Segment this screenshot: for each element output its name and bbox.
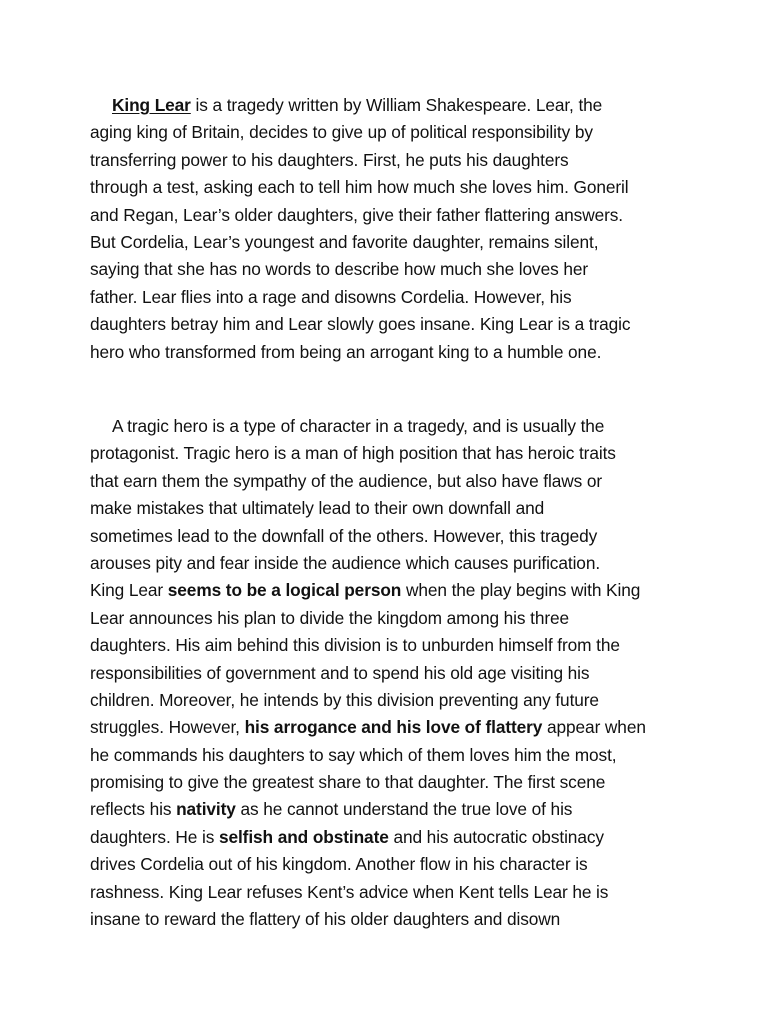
text-run: But Cordelia, Lear’s youngest and favorite daughter, remains silent, [90, 231, 599, 252]
text-run: rashness. King Lear refuses Kent’s advice when Kent tells Lear he is [90, 881, 609, 902]
text-line [90, 714, 680, 741]
text-line [90, 632, 680, 659]
bold-phrase: seems to be a logical person [167, 580, 402, 601]
bold-phrase: nativity [176, 799, 236, 820]
text-run: children. Moreover, he intends by this division preventing any future [90, 689, 599, 710]
text-run: reflects his [90, 799, 177, 820]
text-run: that earn them the sympathy of the audience, but also have flaws or [90, 470, 603, 491]
paragraph-tragic-hero [90, 413, 680, 933]
text-line [90, 256, 680, 283]
text-line [90, 687, 680, 714]
text-line [90, 550, 680, 577]
bold-phrase: selfish and obstinate [218, 826, 389, 847]
text-run: he commands his daughters to say which of them loves him the most, [90, 744, 617, 765]
text-line [90, 440, 680, 467]
text-line [90, 796, 680, 823]
text-run: make mistakes that ultimately lead to their own downfall and [90, 498, 545, 519]
text-line [90, 660, 680, 687]
text-line [90, 413, 680, 440]
text-run: arouses pity and fear inside the audience which causes purification. [90, 552, 601, 573]
text-run: aging king of Britain, decides to give up of political responsibility by [90, 122, 593, 143]
text-line [90, 495, 680, 522]
text-run: daughters. He is [90, 826, 219, 847]
text-run: A tragic hero is a type of character in a tragedy, and is usually the [112, 416, 605, 436]
text-line [90, 284, 680, 311]
text-line [90, 851, 680, 878]
text-run: sometimes lead to the downfall of the others. However, this tragedy [90, 525, 598, 546]
text-run: father. Lear flies into a rage and disowns Cordelia. However, his [90, 286, 572, 307]
text-line [90, 311, 680, 338]
text-run: saying that she has no words to describe how much she loves her [90, 259, 589, 280]
text-run: promising to give the greatest share to that daughter. The first scene [90, 772, 606, 793]
text-line [90, 605, 680, 632]
text-line [90, 92, 680, 119]
bold-phrase: his arrogance and his love of flattery [244, 717, 543, 738]
text-run: when the play begins with King [401, 580, 641, 601]
text-run: transferring power to his daughters. First, he puts his daughters [90, 149, 569, 170]
text-line [90, 879, 680, 906]
text-line [90, 769, 680, 796]
text-line [90, 523, 680, 550]
text-line [90, 339, 680, 366]
text-line [90, 824, 680, 851]
text-run: and his autocratic obstinacy [388, 826, 604, 847]
text-line [90, 174, 680, 201]
text-run: daughters. His aim behind this division is to unburden himself from the [90, 635, 620, 656]
paragraph-intro [90, 92, 680, 366]
text-run: responsibilities of government and to spend his old age visiting his [90, 662, 590, 683]
text-run: King Lear [90, 580, 168, 601]
text-run: through a test, asking each to tell him how much she loves him. Goneril [90, 177, 629, 198]
text-line [90, 742, 680, 769]
text-run: struggles. However, [90, 717, 245, 738]
text-run: hero who transformed from being an arrogant king to a humble one. [90, 341, 602, 362]
text-run: and Regan, Lear’s older daughters, give their father flattering answers. [90, 204, 624, 225]
text-run: Lear announces his plan to divide the kingdom among his three [90, 607, 570, 628]
text-line [90, 577, 680, 604]
text-line [90, 468, 680, 495]
text-run: insane to reward the flattery of his older daughters and disown [90, 909, 561, 930]
text-run: daughters betray him and Lear slowly goes insane. King Lear is a tragic [90, 314, 631, 335]
text-run: appear when [542, 717, 646, 738]
text-run: as he cannot understand the true love of his [235, 799, 573, 820]
text-line [90, 147, 680, 174]
text-line [90, 202, 680, 229]
text-line [90, 119, 680, 146]
text-run: protagonist. Tragic hero is a man of high position that has heroic traits [90, 443, 616, 464]
text-run: drives Cordelia out of his kingdom. Another flow in his character is [90, 854, 588, 875]
text-line [90, 229, 680, 256]
text-line [90, 906, 680, 933]
text-run: is a tragedy written by William Shakespeare. Lear, the [190, 95, 603, 115]
title-link[interactable]: King Lear [112, 95, 191, 115]
